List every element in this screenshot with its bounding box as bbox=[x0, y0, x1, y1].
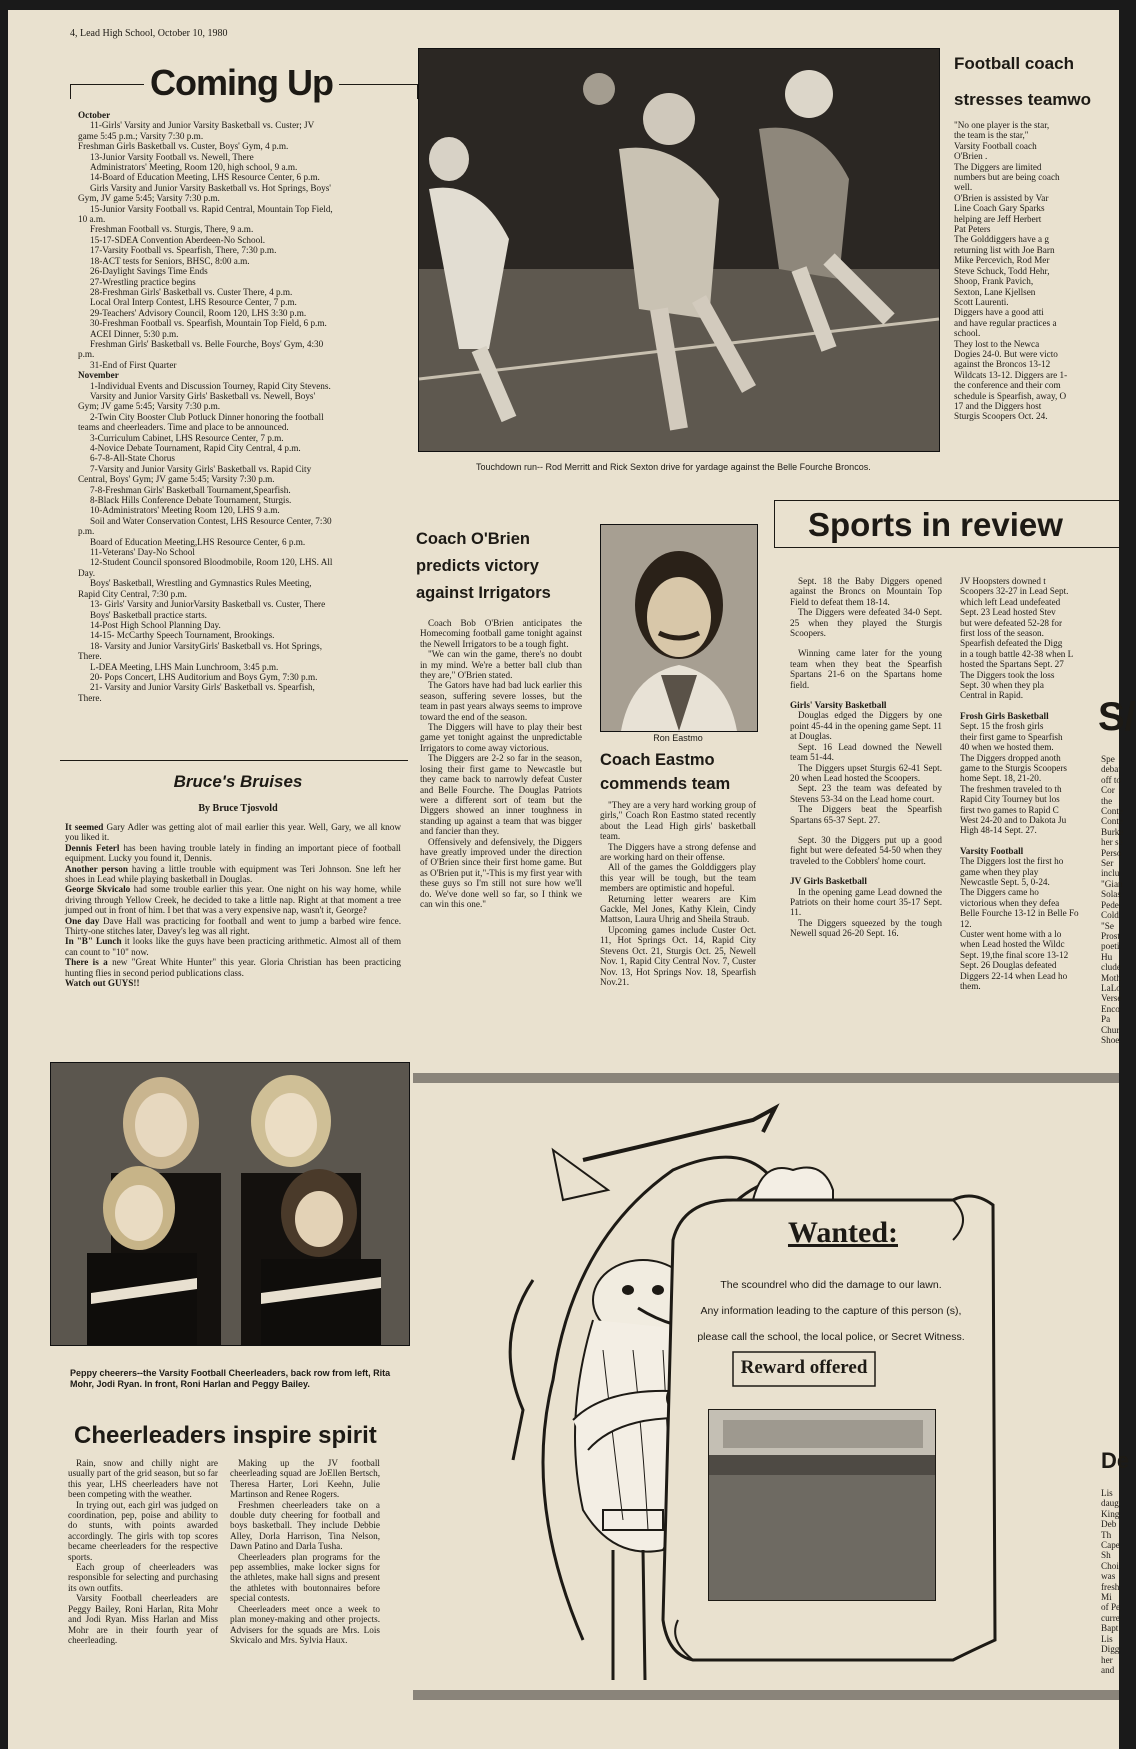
edge-line: Shoe bbox=[1101, 1034, 1120, 1045]
obrien-paragraph: "We can win the game, there's no doubt in my mind. We're a better ball club than they are," O'Brien stated. bbox=[420, 649, 582, 681]
cheerleaders-photo-image bbox=[51, 1063, 409, 1345]
cheerleaders-caption: Peppy cheerers--the Varsity Football Cheerleaders, back row from left, Rita Mohr, Jodi Ryan. In front, Roni Harlan and Peggy Bailey. bbox=[70, 1368, 391, 1389]
football-coach-line: Steve Schuck, Todd Hehr, bbox=[954, 265, 1050, 276]
wanted-line: Any information leading to the capture of this person (s), bbox=[700, 1305, 962, 1317]
bruises-text: it looks like the guys have been practicing arithmetic. Almost all of them can count to "10" now. bbox=[65, 936, 401, 957]
obrien-paragraph: Coach Bob O'Brien anticipates the Homecoming football game tonight against the Newell Irrigators to be a tough fight. bbox=[420, 618, 582, 649]
sports-review-line: Rapid City Tourney but los bbox=[960, 794, 1060, 805]
calendar-entry: 21- Varsity and Junior Varsity Girls' Basketball vs. Spearfish, bbox=[90, 682, 315, 693]
calendar-entry: 18-ACT tests for Seniors, BHSC, 8:00 a.m. bbox=[90, 255, 250, 266]
spacer bbox=[790, 690, 942, 700]
edge-line: her se bbox=[1101, 837, 1123, 848]
bruises-text: having a little trouble with equipment was Teri Johnson. Sne left her shoes in Lead while playing basketball in Douglas. bbox=[65, 863, 401, 885]
calendar-entry: Rapid City Central, 7:30 p.m. bbox=[78, 588, 187, 599]
sports-review-line: Diggers 22-14 when Lead ho bbox=[960, 970, 1068, 981]
calendar-entry: 20- Pops Concert, LHS Auditorium and Boys Gym, 7:30 p.m. bbox=[90, 671, 318, 682]
sports-review-line: JV Hoopsters downed t bbox=[960, 576, 1046, 586]
eastmo-headline bbox=[600, 748, 780, 796]
calendar-entry: 15-Junior Varsity Football vs. Rapid Central, Mountain Top Field, bbox=[90, 203, 333, 214]
eastmo-paragraph: The Diggers have a strong defense and are working hard on their offense. bbox=[600, 841, 756, 863]
bruises-lead: It seemed bbox=[65, 822, 104, 832]
calendar-entry: There. bbox=[78, 692, 102, 703]
edge-line: Sh bbox=[1101, 1550, 1111, 1561]
football-coach-line: Shoop, Frank Pavich, bbox=[954, 276, 1034, 287]
edge-line: "Gian bbox=[1101, 878, 1123, 889]
football-coach-line: Scott Laurenti. bbox=[954, 296, 1009, 307]
calendar-entry: 6-7-8-All-State Chorus bbox=[90, 453, 175, 464]
sports-review-line: The Diggers came ho bbox=[960, 887, 1039, 898]
sports-review-line: Sept. 30 when they pla bbox=[960, 680, 1044, 691]
bruises-lead: Dennis Feterl bbox=[65, 842, 120, 853]
bruises-paragraph bbox=[65, 936, 401, 957]
calendar-entry: Local Oral Interp Contest, LHS Resource Center, 7 p.m. bbox=[90, 297, 297, 308]
calendar-entry: Soil and Water Conservation Contest, LHS Resource Center, 7:30 bbox=[90, 515, 332, 526]
edge-big-letters: S/ bbox=[1098, 695, 1136, 739]
obrien-headline-1: Coach O'Brien bbox=[416, 530, 530, 548]
sports-review-line: in a tough battle 42-38 when L bbox=[960, 648, 1074, 659]
football-coach-line: Diggers have a good atti bbox=[954, 307, 1044, 318]
football-coach-line: the team is the star," bbox=[954, 130, 1029, 141]
bruises-text: Gary Adler was getting alot of mail earlier this year. Well, Gary, we all know you liked it. bbox=[65, 822, 401, 843]
calendar-entry: 14-15- McCarthy Speech Tournament, Brookings. bbox=[90, 630, 275, 641]
edge-line: the bbox=[1101, 795, 1113, 806]
calendar-entry: p.m. bbox=[78, 526, 95, 537]
sports-review-paragraph: The Diggers squeezed by the tough Newell squad 26-20 Sept. 16. bbox=[790, 917, 942, 939]
edge-line: daug bbox=[1101, 1498, 1119, 1509]
calendar-entry: 11-Veterans' Day-No School bbox=[90, 547, 195, 558]
sports-review-line: Newcastle Sept. 5, 0-24. bbox=[960, 876, 1050, 887]
football-coach-line: against the Broncos 13-12 bbox=[954, 359, 1051, 370]
calendar-entry: Gym, JV game 5:45; Varsity 7:30 p.m. bbox=[78, 193, 220, 204]
obrien-headline-3: against Irrigators bbox=[416, 584, 551, 602]
bruises-body bbox=[65, 822, 401, 989]
football-coach-line: the conference and their com bbox=[954, 380, 1061, 391]
sports-review-col-2 bbox=[960, 576, 1124, 992]
sports-review-line: them. bbox=[960, 981, 981, 992]
eastmo-photo bbox=[600, 524, 758, 732]
edge-line: Th bbox=[1101, 1529, 1112, 1540]
edge-line: Conte bbox=[1101, 816, 1123, 827]
sports-review-line: Spearfish defeated the Digg bbox=[960, 638, 1063, 649]
cheerleaders-paragraph: Rain, snow and chilly night are usually part of the grid season, but so far this year, LHS cheerleaders have not been competing with the weather. bbox=[68, 1458, 218, 1500]
sports-review-subhead: JV Girls Basketball bbox=[790, 876, 867, 887]
football-coach-line: Pat Peters bbox=[954, 224, 991, 235]
calendar-entry: Boys' Basketball, Wrestling and Gymnastics Rules Meeting, bbox=[90, 578, 312, 589]
calendar-entry: 31-End of First Quarter bbox=[90, 359, 177, 370]
sports-review-paragraph: Sept. 23 the team was defeated by Stevens 53-34 on the Lead home court. bbox=[790, 783, 942, 804]
calendar-entry: teams and cheerleaders. Time and place to be announced. bbox=[78, 422, 289, 433]
football-coach-headline-2: stresses teamwo bbox=[954, 90, 1092, 109]
sports-review-paragraph: Sept. 30 the Diggers put up a good fight but were defeated 54-50 when they traveled to the Cobblers' home court. bbox=[790, 834, 942, 866]
obrien-headline bbox=[416, 526, 586, 607]
sports-review-paragraph: Sept. 18 the Baby Diggers opened against the Broncs on Mountain Top Field to defeat them 18-14. bbox=[790, 576, 942, 607]
calendar-entry: 28-Freshman Girls' Basketball vs. Custer There, 4 p.m. bbox=[90, 286, 293, 297]
folio: 4, Lead High School, October 10, 1980 bbox=[70, 28, 228, 39]
bruises-lead: In "B" Lunch bbox=[65, 936, 122, 947]
spacer bbox=[790, 638, 942, 648]
cheerleaders-paragraph: Each group of cheerleaders was responsible for selecting and purchasing its own outfits. bbox=[68, 1562, 218, 1593]
calendar-entry: Board of Education Meeting,LHS Resource Center, 6 p.m. bbox=[90, 536, 306, 547]
calendar-entry: Varsity and Junior Varsity Girls' Basketball vs. Newell, Boys' bbox=[90, 390, 316, 401]
calendar-entry: Day. bbox=[78, 567, 96, 578]
cheerleaders-paragraph: Cheerleaders plan programs for the pep assemblies, make locker signs for the athletes, make hall signs and present the athletes with boutonnaires before special contests. bbox=[230, 1551, 380, 1604]
sports-review-line: Sept. 15 the frosh girls bbox=[960, 721, 1044, 732]
obrien-body bbox=[420, 618, 582, 909]
football-coach-line: returning list with Joe Barn bbox=[954, 244, 1055, 255]
sports-review-line: Custer went home with a lo bbox=[960, 929, 1062, 939]
sports-review-paragraph: Douglas edged the Diggers by one point 45-44 in the opening game Sept. 11 at Douglas. bbox=[790, 710, 942, 742]
sports-review-line: when Lead hosted the Wildc bbox=[960, 939, 1065, 950]
football-coach-line: 17 and the Diggers host bbox=[954, 400, 1042, 411]
edge-line: Deb bbox=[1101, 1519, 1117, 1530]
calendar-month: October bbox=[78, 110, 111, 120]
edge-line: and bbox=[1101, 1664, 1115, 1675]
bruises-paragraph bbox=[65, 978, 401, 988]
football-coach-line: O'Brien . bbox=[954, 151, 988, 162]
calendar-entry: 17-Varsity Football vs. Spearfish, There, 7:30 p.m. bbox=[90, 245, 277, 256]
cheerleaders-paragraph: In trying out, each girl was judged on coordination, pep, poise and ability to do stunts, with points awarded accordingly. The girls with top scores became cheerleaders for the respective sports. bbox=[68, 1499, 218, 1562]
sports-review-line: Scoopers 32-27 in Lead Sept. bbox=[960, 586, 1069, 597]
calendar-entry: Boys' Basketball practice starts. bbox=[90, 609, 207, 620]
sports-review-subhead: Girls' Varsity Basketball bbox=[790, 700, 887, 711]
edge-line: Cape bbox=[1101, 1540, 1120, 1551]
sports-review-paragraph: The Diggers beat the Spearfish Spartans 65-37 Sept. 27. bbox=[790, 804, 942, 825]
calendar-entry: 7-Varsity and Junior Varsity Girls' Basketball vs. Rapid City bbox=[90, 463, 312, 474]
calendar-entry: 8-Black Hills Conference Debate Tournament, Sturgis. bbox=[90, 495, 292, 506]
edge-line: Cold bbox=[1101, 910, 1119, 921]
bruises-lead: One day bbox=[65, 915, 100, 926]
football-coach-line: well. bbox=[954, 182, 973, 193]
sports-review-line: Central in Rapid. bbox=[960, 690, 1024, 701]
edge-line: Digg bbox=[1101, 1644, 1120, 1655]
bruises-text: new "Great White Hunter" this year. Gloria Christian has been practicing hunting flies in second period publications class. bbox=[65, 957, 402, 978]
football-coach-body bbox=[954, 120, 1119, 422]
calendar-entry: 14-Post High School Planning Day. bbox=[90, 619, 221, 630]
calendar-entry: 12-Student Council sponsored Bloodmobile, Room 120, LHS. All bbox=[90, 557, 333, 568]
cheerleaders-photo bbox=[50, 1062, 410, 1346]
obrien-headline-2: predicts victory bbox=[416, 557, 539, 575]
sports-review-line: their first game to Spearfish bbox=[960, 731, 1063, 742]
sports-review-paragraph: The Diggers were defeated 34-0 Sept. 25 when they played the Sturgis Scoopers. bbox=[790, 607, 942, 639]
eastmo-headline-1: Coach Eastmo bbox=[600, 751, 715, 769]
edge-line: Enco bbox=[1101, 1003, 1120, 1014]
edge-line: curre bbox=[1101, 1612, 1120, 1623]
calendar-entry: 15-17-SDEA Convention Aberdeen-No School. bbox=[90, 234, 266, 245]
edge-line: was bbox=[1101, 1571, 1116, 1582]
obrien-paragraph: The Diggers will have to play their best game yet tonight against the unpredictable Irrigators to come away victorious. bbox=[420, 722, 582, 753]
calendar-entry: 1-Individual Events and Discussion Tourney, Rapid City Stevens. bbox=[90, 380, 331, 391]
football-coach-line: helping are Jeff Herbert bbox=[954, 213, 1042, 224]
bruises-lead: Another person bbox=[65, 863, 128, 874]
sports-review-col-1 bbox=[790, 576, 942, 939]
eastmo-caption: Ron Eastmo bbox=[653, 733, 703, 743]
eastmo-photo-image bbox=[601, 525, 757, 731]
football-coach-line: The Diggers are limited bbox=[954, 161, 1042, 172]
bruises-lead: Watch out GUYS!! bbox=[65, 978, 140, 989]
eastmo-headline-2: commends team bbox=[600, 775, 731, 793]
edge-line: Hu bbox=[1101, 951, 1113, 962]
calendar-entry: 27-Wrestling practice begins bbox=[90, 276, 196, 287]
sports-review-line: first two games to Rapid C bbox=[960, 804, 1059, 815]
football-coach-headline-1: Football coach bbox=[954, 54, 1074, 73]
calendar-entry: Central, Boys' Gym; JV game 5:45; Varsity 7:30 p.m. bbox=[78, 474, 275, 485]
edge-line: "Se bbox=[1101, 920, 1114, 931]
spacer bbox=[790, 866, 942, 876]
calendar-entry: L-DEA Meeting, LHS Main Lunchroom, 3:45 p.m. bbox=[90, 661, 279, 672]
edge-line: off to bbox=[1101, 774, 1121, 785]
football-photo-image bbox=[419, 49, 939, 451]
coming-up-title: Coming Up bbox=[144, 62, 339, 104]
edge-line: of Pe bbox=[1101, 1602, 1121, 1613]
edge-line: Verse bbox=[1101, 993, 1122, 1004]
calendar-entry: ACEI Dinner, 5:30 p.m. bbox=[90, 328, 179, 339]
cheerleaders-paragraph: Freshmen cheerleaders take on a double duty cheering for football and boys basketball. They include Debbie Alley, Dorla Harrison, Tina Nelson, Dawn Patino and Darla Tusha. bbox=[230, 1499, 380, 1552]
calendar-entry: Gym; JV game 5:45; Varsity 7:30 p.m. bbox=[78, 401, 221, 412]
sports-review-headline: Sports in review bbox=[808, 506, 1063, 543]
calendar-entry: 3-Curriculum Cabinet, LHS Resource Center, 7 p.m. bbox=[90, 432, 284, 443]
football-coach-line: Sexton, Lane Kjellsen bbox=[954, 286, 1036, 297]
calendar-entry: 2-Twin City Booster Club Potluck Dinner honoring the football bbox=[90, 411, 324, 422]
edge-line: Moth bbox=[1101, 972, 1121, 983]
eastmo-paragraph: All of the games the Golddiggers play this year will be tough, but the team members are optimistic and hopeful. bbox=[600, 862, 756, 894]
sports-review-line: The freshmen traveled to th bbox=[960, 783, 1062, 794]
sports-review-paragraph: Sept. 16 Lead downed the Newell team 51-44. bbox=[790, 741, 942, 763]
calendar-entry: 26-Daylight Savings Time Ends bbox=[90, 266, 208, 277]
obrien-paragraph: The Gators have had bad luck earlier this season, suffering severe losses, but the team in past years always seems to improve toward the end of the season. bbox=[420, 680, 582, 722]
football-coach-line: schedule is Spearfish, away, O bbox=[954, 390, 1067, 401]
calendar-entry: 4-Novice Debate Tournament, Rapid City Central, 4 p.m. bbox=[90, 443, 301, 453]
calendar-entry: 11-Girls' Varsity and Junior Varsity Basketball vs. Custer; JV bbox=[90, 120, 315, 131]
bruises-paragraph bbox=[65, 884, 401, 915]
sports-review-line bbox=[960, 701, 1119, 711]
football-coach-line: O'Brien is assisted by Var bbox=[954, 192, 1049, 203]
sports-review-line: home Sept. 18, 21-20. bbox=[960, 773, 1042, 784]
sports-review-line: Varsity Football bbox=[960, 845, 1024, 856]
eastmo-paragraph: Returning letter wearers are Kim Gackle, Mel Jones, Kathy Klein, Cindy Mattson, Laura Uhrig and Sheila Straub. bbox=[600, 893, 756, 925]
edge-line: fresh bbox=[1101, 1581, 1120, 1592]
edge-line: Spe bbox=[1101, 754, 1115, 764]
edge-line: Lis bbox=[1101, 1633, 1113, 1644]
calendar-entry: 7-8-Freshman Girls' Basketball Tournament,Spearfish. bbox=[90, 484, 291, 495]
sports-review-line: Sept. 26 Douglas defeated bbox=[960, 960, 1057, 971]
reward-offered: Reward offered bbox=[740, 1357, 868, 1378]
bruises-byline: By Bruce Tjosvold bbox=[198, 803, 278, 814]
edge-line: Chur bbox=[1101, 1024, 1120, 1035]
calendar-entry: 18- Varsity and Junior VarsityGirls' Basketball vs. Hot Springs, bbox=[90, 640, 323, 651]
calendar-entry: 13- Girls' Varsity and JuniorVarsity Basketball vs. Custer, There bbox=[90, 599, 326, 610]
edge-letters-de: De bbox=[1101, 1448, 1130, 1473]
edge-line: Choi bbox=[1101, 1560, 1119, 1571]
edge-line: Bapt bbox=[1101, 1623, 1119, 1634]
edge-line: inclu bbox=[1101, 868, 1120, 879]
edge-line: Ser bbox=[1101, 858, 1114, 869]
cheerleaders-col-2 bbox=[230, 1458, 380, 1645]
edge-line: clude bbox=[1101, 962, 1121, 973]
sports-review-paragraph: Winning came later for the young team when they beat the Spearfish Spartans 21-6 on the Spartans home field. bbox=[790, 648, 942, 690]
edge-line: Perso bbox=[1101, 847, 1122, 858]
cheerleaders-paragraph: Making up the JV football cheerleading squad are JoEllen Bertsch, Theresa Harter, Lori Keehn, Julie Martinson and Renee Rogers. bbox=[230, 1458, 380, 1500]
bruises-lead: George Skvicalo bbox=[65, 884, 131, 895]
spacer bbox=[790, 825, 942, 835]
calendar-entry: There. bbox=[78, 651, 102, 662]
wanted-line: The scoundrel who did the damage to our lawn. bbox=[720, 1279, 942, 1291]
sports-review-paragraph: In the opening game Lead downed the Patriots on their home court 35-17 Sept. 11. bbox=[790, 886, 942, 918]
edge-line: Burke bbox=[1101, 826, 1124, 837]
wanted-title: Wanted: bbox=[787, 1216, 898, 1249]
sports-review-line: High 48-14 Sept. 27. bbox=[960, 825, 1037, 836]
edge-line: debat bbox=[1101, 764, 1121, 775]
obrien-paragraph: Offensively and defensively, the Diggers have greatly improved under the direction of O'Brien since their first home game. But as O'Brien put it,"-This is my first year with these guys so I'm still not sure how we'll do. We've done well so far, so I think we can win this one." bbox=[420, 836, 582, 909]
calendar-entry: Freshman Girls' Basketball vs. Belle Fourche, Boys' Gym, 4:30 bbox=[90, 338, 324, 349]
sports-review-line: 40 when we hosted them. bbox=[960, 742, 1054, 753]
calendar-entry: game 5:45 p.m.; Varsity 7:30 p.m. bbox=[78, 130, 204, 141]
sports-review-line: Sept. 19,the final score 13-12 bbox=[960, 949, 1069, 960]
calendar-entry: Freshman Girls Basketball vs. Custer, Boys' Gym, 4 p.m. bbox=[78, 141, 289, 152]
football-photo-caption: Touchdown run-- Rod Merritt and Rick Sexton drive for yardage against the Belle Fourche Broncos. bbox=[476, 462, 871, 472]
football-coach-line: Wildcats 13-12. Diggers are 1- bbox=[954, 369, 1068, 380]
football-coach-line: Sturgis Scoopers Oct. 24. bbox=[954, 411, 1048, 422]
gnome-drawing bbox=[413, 1080, 1119, 1702]
bruises-text: had some trouble earlier this year. One night on his way home, while driving through Yellow Creek, he decided to take a little nap. Right at that moment a tree jumped out in front of him. I bet that was a very expensive nap, wasn't it, George? bbox=[65, 884, 401, 916]
football-coach-line: Varsity Football coach bbox=[954, 140, 1037, 151]
football-coach-line: Dogies 24-0. But were victo bbox=[954, 348, 1058, 359]
sports-review-line: 12. bbox=[960, 918, 972, 929]
edge-line: Prost bbox=[1101, 930, 1120, 941]
football-photo bbox=[418, 48, 940, 452]
divider bbox=[60, 760, 408, 761]
wanted-illustration bbox=[413, 1080, 1119, 1702]
edge-column-1 bbox=[1101, 754, 1124, 1045]
edge-line: Lis bbox=[1101, 1488, 1113, 1498]
edge-line: King bbox=[1101, 1508, 1120, 1519]
sports-review-line: hosted the Spartans Sept. 27 bbox=[960, 659, 1064, 670]
sports-review-line: The Diggers lost the first ho bbox=[960, 856, 1064, 867]
edge-line: Solas bbox=[1101, 889, 1121, 900]
bruises-paragraph bbox=[65, 843, 401, 864]
bruises-paragraph bbox=[65, 822, 401, 843]
newspaper-page bbox=[8, 10, 1136, 1749]
football-coach-line: Line Coach Gary Sparks bbox=[954, 203, 1045, 214]
bruises-paragraph bbox=[65, 864, 401, 885]
sports-review-line: Sept. 23 Lead hosted Stev bbox=[960, 607, 1056, 618]
sports-review-line: West 24-20 and to Dakota Ju bbox=[960, 814, 1067, 825]
sports-review-line: first loss of the season. bbox=[960, 628, 1044, 639]
football-coach-line: The Golddiggers have a g bbox=[954, 234, 1049, 245]
calendar-entry: 14-Board of Education Meeting, LHS Resource Center, 6 p.m. bbox=[90, 172, 320, 183]
bruises-text: has been having trouble lately in finding an important piece of football equipment. Lucky you found it, Dennis. bbox=[65, 842, 401, 864]
sports-review-line: game when they play bbox=[960, 866, 1039, 877]
edge-line: Pa bbox=[1101, 1014, 1111, 1025]
edge-line: Conte bbox=[1101, 806, 1123, 817]
edge-line: her bbox=[1101, 1654, 1113, 1665]
sports-review-line: which left Lead undefeated bbox=[960, 596, 1061, 607]
calendar-entry: 10 a.m. bbox=[78, 214, 106, 225]
edge-line: Pede bbox=[1101, 899, 1119, 910]
calendar-entry: Administrators' Meeting, Room 120, high school, 9 a.m. bbox=[90, 162, 298, 173]
sports-review-paragraph: The Diggers upset Sturgis 62-41 Sept. 20 when Lead hosted the Scoopers. bbox=[790, 762, 942, 783]
calendar-entry: 29-Teachers' Advisory Council, Room 120, LHS 3:30 p.m. bbox=[90, 307, 307, 318]
bruises-title: Bruce's Bruises bbox=[173, 772, 303, 791]
sports-review-line bbox=[960, 836, 1123, 848]
football-coach-line: school. bbox=[954, 328, 981, 339]
cheerleaders-headline: Cheerleaders inspire spirit bbox=[74, 1422, 377, 1449]
football-coach-line: "No one player is the star, bbox=[954, 120, 1050, 130]
cheerleaders-paragraph: Varsity Football cheerleaders are Peggy Bailey, Roni Harlan, Rita Mohr and Jodi Ryan. Miss Harlan and Miss Mohr are in their fourth year of cheerleading. bbox=[68, 1593, 218, 1645]
bruises-paragraph bbox=[65, 957, 401, 978]
calendar-entry: Freshman Football vs. Sturgis, There, 9 a.m. bbox=[90, 224, 254, 235]
sports-review-line: but were defeated 52-28 for bbox=[960, 617, 1063, 628]
sports-review-line: victorious when they defea bbox=[960, 897, 1060, 908]
sports-review-line: Belle Fourche 13-12 in Belle Fo bbox=[960, 908, 1079, 919]
cheerleaders-paragraph: Cheerleaders meet once a week to plan money-making and other projects. Advisers for the squads are Mrs. Lois Skvicalo and Mrs. Sylvia Haux. bbox=[230, 1603, 380, 1645]
bruises-text: Dave Hall was practicing for football and went to jump a barbed wire fence. Thirty-one stitches later, Davey's leg was all right. bbox=[65, 915, 401, 937]
football-coach-line: and have regular practices a bbox=[954, 317, 1057, 328]
sports-review-line: Frosh Girls Basketball bbox=[960, 710, 1049, 721]
sports-review-line: game to the Sturgis Scoopers bbox=[960, 762, 1068, 773]
eastmo-paragraph: Upcoming games include Custer Oct. 11, Hot Springs Oct. 14, Rapid City Stevens Oct. 21, Sturgis Oct. 25, Newell Nov. 1, Rapid City Central Nov. 7, Custer Nov. 13, Hot Springs Nov. 18, Spearfish Nov.21. bbox=[600, 924, 756, 987]
calendar-entry: 13-Junior Varsity Football vs. Newell, There bbox=[90, 151, 254, 162]
football-coach-line: numbers but are being coach bbox=[954, 172, 1060, 183]
wanted-text bbox=[681, 1272, 981, 1350]
sports-review-line: The Diggers dropped anoth bbox=[960, 752, 1061, 763]
wanted-line: please call the school, the local police, or Secret Witness. bbox=[697, 1331, 965, 1343]
coming-up-calendar bbox=[78, 110, 408, 703]
calendar-entry: 30-Freshman Football vs. Spearfish, Mountain Top Field, 6 p.m. bbox=[90, 318, 327, 329]
eastmo-paragraph: "They are a very hard working group of girls," Coach Ron Eastmo stated recently about the Lead High girls' basketball team. bbox=[600, 800, 756, 842]
bruises-lead: There is a bbox=[65, 957, 108, 968]
bruises-paragraph bbox=[65, 916, 401, 937]
calendar-month: November bbox=[78, 370, 119, 381]
obrien-paragraph: The Diggers are 2-2 so far in the season, losing their first game to Newcastle but they came back to narrowly defeat Custer and Belle Fourche. The Douglas Patriots were a different sort of team but the Diggers showed an inner toughness in standing up against a team that was bigger and fancier than they. bbox=[420, 753, 582, 837]
football-coach-article bbox=[954, 54, 1119, 520]
eastmo-body bbox=[600, 800, 756, 987]
calendar-entry: p.m. bbox=[78, 349, 95, 360]
calendar-entry: Girls Varsity and Junior Varsity Basketball vs. Hot Springs, Boys' bbox=[90, 182, 331, 193]
calendar-entry: 10-Administrators' Meeting Room 120, LHS 9 a.m. bbox=[90, 505, 280, 516]
edge-line: Mi bbox=[1101, 1592, 1112, 1603]
edge-line: poeti bbox=[1101, 941, 1120, 952]
edge-line: Cor bbox=[1101, 785, 1115, 796]
football-coach-line: Mike Percevich, Rod Mer bbox=[954, 255, 1050, 266]
cheerleaders-col-1 bbox=[68, 1458, 218, 1645]
football-coach-line: They lost to the Newca bbox=[954, 338, 1040, 349]
sports-review-line: The Diggers took the loss bbox=[960, 669, 1055, 680]
edge-line: LaLo bbox=[1101, 982, 1121, 993]
